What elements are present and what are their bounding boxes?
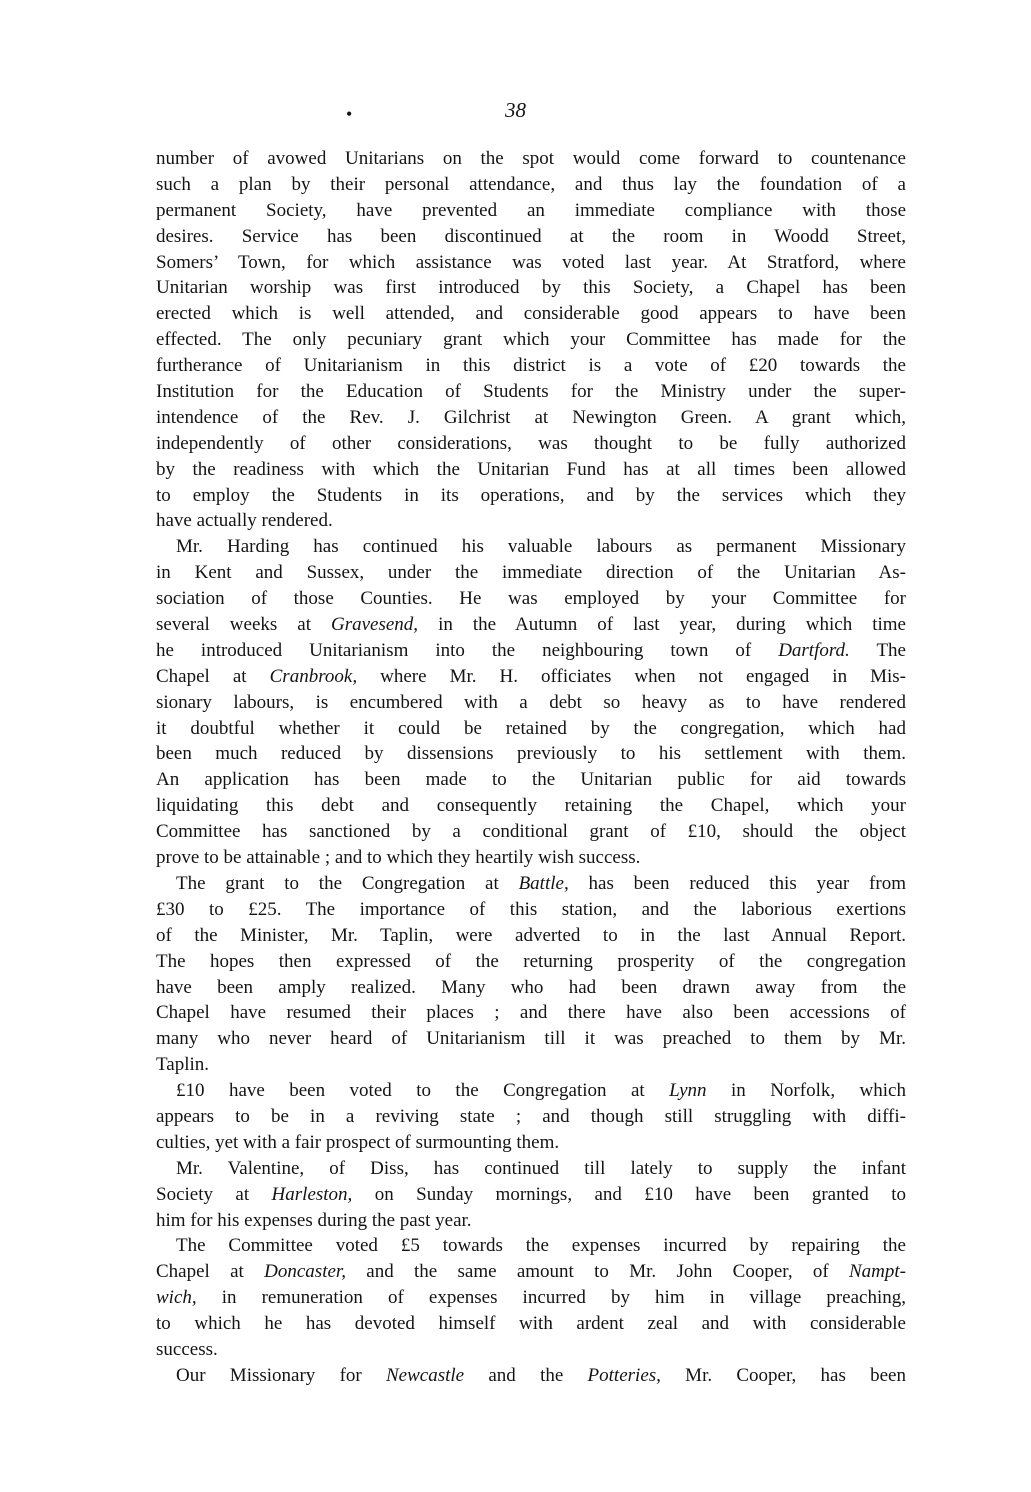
text-line	[156, 431, 906, 457]
text-run: liquidating this debt and consequently retaining the Chapel, which your	[156, 795, 906, 817]
text-run: in the Autumn of last year, during which time	[418, 614, 906, 636]
text-run: An application has been made to the Unitarian public for aid towards	[156, 769, 906, 791]
text-line	[156, 198, 906, 224]
text-run: success.	[156, 1338, 218, 1360]
text-run: The Committee voted £5 towards the expenses incurred by repairing the	[176, 1235, 906, 1257]
text-run: The	[849, 639, 906, 661]
text-run: Our Missionary for	[176, 1364, 386, 1386]
text-line	[156, 172, 906, 198]
text-run: Committee has sanctioned by a conditional grant of £10, should the object	[156, 821, 906, 843]
text-run: desires. Service has been discontinued at the room in Woodd Street,	[156, 225, 906, 247]
text-line	[156, 819, 906, 845]
text-run: £30 to £25. The importance of this station, and the laborious exertions	[156, 898, 906, 920]
text-run: it doubtful whether it could be retained by the congregation, which had	[156, 717, 906, 739]
text-run: Mr. Valentine, of Diss, has continued till lately to supply the infant	[176, 1157, 906, 1179]
text-line	[156, 1233, 906, 1259]
text-line	[156, 301, 906, 327]
text-line	[156, 483, 906, 509]
text-run: culties, yet with a fair prospect of surmounting them.	[156, 1131, 560, 1153]
text-run: erected which is well attended, and considerable good appears to have been	[156, 303, 906, 325]
text-run: Society at	[156, 1183, 272, 1205]
text-run: in Kent and Sussex, under the immediate direction of the Unitarian As-	[156, 562, 906, 584]
text-line	[156, 897, 906, 923]
italic-phrase: Gravesend,	[331, 614, 419, 636]
text-run: Chapel at	[156, 665, 270, 687]
text-run: The grant to the Congregation at	[176, 872, 519, 894]
text-run: been much reduced by dissensions previously to his settlement with them.	[156, 743, 906, 765]
italic-phrase: Potteries,	[587, 1364, 661, 1386]
text-line	[156, 975, 906, 1001]
text-run: and the	[464, 1364, 588, 1386]
text-run: Chapel at	[156, 1261, 265, 1283]
text-line	[156, 353, 906, 379]
text-run: have actually rendered.	[156, 510, 333, 532]
text-run: many who never heard of Unitarianism till it was preached to them by Mr.	[156, 1028, 906, 1050]
text-run: Taplin.	[156, 1054, 210, 1076]
text-run: where Mr. H. officiates when not engaged in Mis-	[357, 665, 907, 687]
text-run: of the Minister, Mr. Taplin, were adverted to in the last Annual Report.	[156, 924, 906, 946]
text-line	[156, 871, 906, 897]
text-line	[156, 845, 906, 871]
text-line	[156, 508, 906, 534]
text-run: number of avowed Unitarians on the spot would come forward to countenance	[156, 148, 906, 169]
text-line	[156, 793, 906, 819]
text-line	[156, 250, 906, 276]
text-line	[156, 1000, 906, 1026]
text-line	[156, 690, 906, 716]
text-run: £10 have been voted to the Congregation at	[176, 1080, 670, 1102]
text-line	[156, 1208, 906, 1234]
text-run: The hopes then expressed of the returning prosperity of the congregation	[156, 950, 906, 972]
text-run: has been reduced this year from	[568, 872, 906, 894]
text-run: permanent Society, have prevented an immediate compliance with those	[156, 199, 906, 221]
text-line	[156, 379, 906, 405]
text-run: have been amply realized. Many who had been drawn away from the	[156, 976, 906, 998]
text-line	[156, 612, 906, 638]
text-line	[156, 224, 906, 250]
italic-phrase: Battle,	[518, 872, 569, 894]
text-line	[156, 1363, 906, 1389]
text-run: independently of other considerations, was thought to be fully authorized	[156, 432, 906, 454]
text-line	[156, 949, 906, 975]
text-line	[156, 664, 906, 690]
italic-phrase: Doncaster,	[264, 1261, 346, 1283]
text-run: him for his expenses during the past year.	[156, 1209, 472, 1231]
text-run: to which he has devoted himself with ardent zeal and with considerable	[156, 1313, 906, 1335]
text-run: intendence of the Rev. J. Gilchrist at Newington Green. A grant which,	[156, 406, 906, 428]
text-line	[156, 1337, 906, 1363]
text-run: such a plan by their personal attendance, and thus lay the foundation of a	[156, 173, 906, 195]
italic-phrase: Nampt-	[849, 1261, 906, 1283]
text-line	[156, 534, 906, 560]
italic-phrase: Harleston,	[271, 1183, 353, 1205]
text-line	[156, 1130, 906, 1156]
text-run: Chapel have resumed their places ; and there have also been accessions of	[156, 1002, 906, 1024]
text-run: sociation of those Counties. He was employed by your Committee for	[156, 588, 906, 610]
text-run: Somers’ Town, for which assistance was voted last year. At Stratford, where	[156, 251, 906, 273]
text-run: in remuneration of expenses incurred by him in village preaching,	[196, 1287, 906, 1309]
italic-phrase: wich,	[156, 1287, 197, 1309]
text-line	[156, 1104, 906, 1130]
body-text	[156, 146, 906, 1389]
text-run: Institution for the Education of Students for the Ministry under the super-	[156, 381, 906, 403]
text-line	[156, 1259, 906, 1285]
text-line	[156, 1156, 906, 1182]
text-run: effected. The only pecuniary grant which your Committee has made for the	[156, 329, 906, 351]
text-line	[156, 1182, 906, 1208]
italic-phrase: Cranbrook,	[269, 665, 358, 687]
text-run: several weeks at	[156, 614, 331, 636]
text-line	[156, 741, 906, 767]
text-run: by the readiness with which the Unitarian Fund has at all times been allowed	[156, 458, 906, 480]
page-number: 38	[505, 98, 526, 122]
text-line	[156, 923, 906, 949]
text-run: prove to be attainable ; and to which they heartily wish success.	[156, 847, 641, 869]
italic-phrase: Newcastle	[386, 1364, 465, 1386]
text-line	[156, 1052, 906, 1078]
text-line	[156, 560, 906, 586]
text-run: he introduced Unitarianism into the neighbouring town of	[156, 639, 779, 661]
text-line	[156, 716, 906, 742]
text-line	[156, 327, 906, 353]
text-run: and the same amount to Mr. John Cooper, of	[345, 1261, 849, 1283]
text-line	[156, 1285, 906, 1311]
text-run: Mr. Harding has continued his valuable labours as permanent Missionary	[176, 536, 906, 558]
text-line	[156, 457, 906, 483]
italic-phrase: Lynn	[669, 1080, 707, 1102]
text-run: sionary labours, is encumbered with a debt so heavy as to have rendered	[156, 691, 906, 713]
text-run: in Norfolk, which	[706, 1080, 906, 1102]
text-line	[156, 1026, 906, 1052]
text-run: Unitarian worship was first introduced by this Society, a Chapel has been	[156, 277, 906, 299]
text-line	[156, 146, 906, 172]
text-line	[156, 638, 906, 664]
text-run: appears to be in a reviving state ; and though still struggling with diffi-	[156, 1105, 906, 1127]
text-run: on Sunday mornings, and £10 have been granted to	[352, 1183, 907, 1205]
text-run: Mr. Cooper, has been	[660, 1364, 906, 1386]
text-run: to employ the Students in its operations, and by the services which they	[156, 484, 906, 506]
text-line	[156, 1311, 906, 1337]
text-run: furtherance of Unitarianism in this district is a vote of £20 towards the	[156, 355, 906, 377]
text-line	[156, 767, 906, 793]
text-line	[156, 275, 906, 301]
page-mark: •	[346, 104, 353, 124]
text-line	[156, 586, 906, 612]
text-line	[156, 1078, 906, 1104]
italic-phrase: Dartford.	[778, 639, 850, 661]
text-line	[156, 405, 906, 431]
